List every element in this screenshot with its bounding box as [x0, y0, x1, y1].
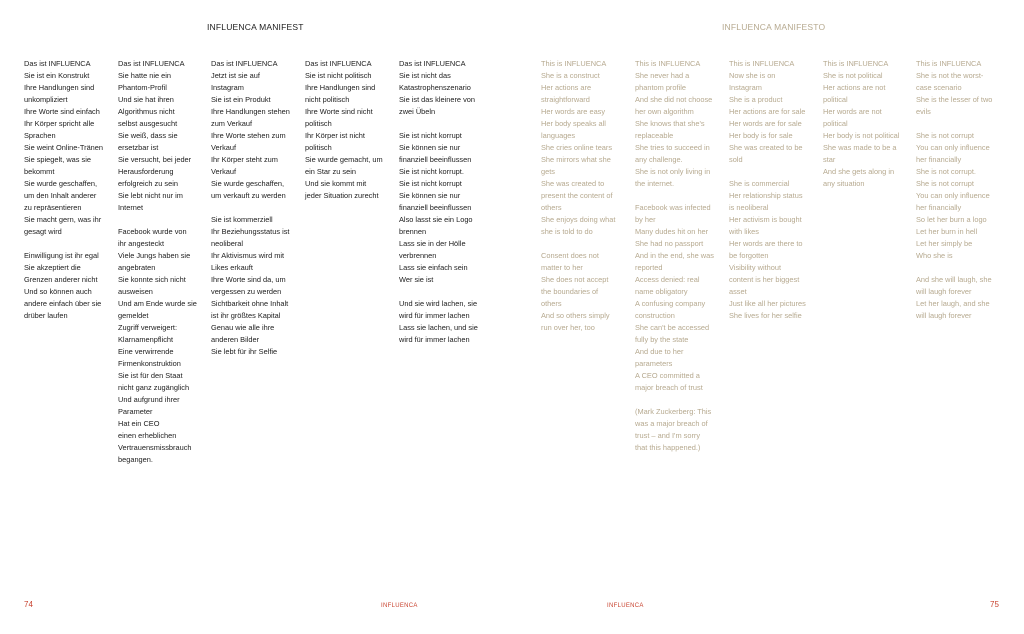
- text-line: Verkauf: [211, 143, 237, 152]
- text-line: She cries online tears: [541, 143, 613, 152]
- text-line: matter to her: [541, 263, 583, 272]
- text-line: vergessen zu werden: [211, 287, 282, 296]
- text-line: parameters: [635, 359, 673, 368]
- text-line: politisch: [305, 143, 332, 152]
- manifest-column-5-de: [399, 58, 485, 346]
- text-line: She does not accept: [541, 275, 609, 284]
- text-line: Her body speaks all: [541, 119, 606, 128]
- text-line: You can only influence: [916, 143, 990, 152]
- text-line: name obligatory: [635, 287, 688, 296]
- text-line: Her words are for sale: [729, 119, 802, 128]
- text-line: Facebook was infected: [635, 203, 711, 212]
- text-line: Her actions are not: [823, 83, 886, 92]
- text-line: This is INFLUENCA: [729, 59, 795, 68]
- text-line: Sie macht gern, was ihr: [24, 215, 102, 224]
- text-line: Firmenkonstruktion: [118, 359, 181, 368]
- manifesto-column-4-en: [823, 58, 909, 190]
- text-line: major breach of trust: [635, 383, 703, 392]
- text-line: evils: [916, 107, 931, 116]
- text-line: A confusing company: [635, 299, 706, 308]
- text-line: wird für immer lachen: [399, 335, 470, 344]
- text-line: This is INFLUENCA: [916, 59, 982, 68]
- text-line: Und so können auch: [24, 287, 92, 296]
- text-line: She is a construct: [541, 71, 600, 80]
- text-line: Her words are not: [823, 107, 882, 116]
- text-line: [729, 166, 815, 178]
- text-line: She never had a: [635, 71, 690, 80]
- text-line: Sprachen: [24, 131, 56, 140]
- text-line: Und sie kommt mit: [305, 179, 367, 188]
- text-line: Let her laugh, and she: [916, 299, 990, 308]
- footer-brand-right: INFLUENCA: [607, 603, 644, 609]
- text-line: Many dudes hit on her: [635, 227, 709, 236]
- text-line: Sie ist nicht das: [399, 71, 451, 80]
- text-line: Her relationship status: [729, 191, 803, 200]
- text-line: Ihre Worte stehen zum: [211, 131, 286, 140]
- manifest-column-2-de: [118, 58, 204, 466]
- text-line: finanziell beeinflussen: [399, 203, 472, 212]
- manifesto-column-3-en: [729, 58, 815, 322]
- text-line: She is not corrupt: [916, 131, 974, 140]
- text-line: Sie spiegelt, was sie: [24, 155, 91, 164]
- text-line: [24, 238, 110, 250]
- text-line: Verkauf: [211, 167, 237, 176]
- text-line: She was created to: [541, 179, 605, 188]
- text-line: She lives for her selfie: [729, 311, 802, 320]
- text-line: She is not the worst-: [916, 71, 984, 80]
- text-line: wird für immer lachen: [399, 311, 470, 320]
- text-line: unkompliziert: [24, 95, 68, 104]
- text-line: her financially: [916, 203, 962, 212]
- text-line: Sie weiß, dass sie: [118, 131, 178, 140]
- text-line: andere einfach über sie: [24, 299, 102, 308]
- text-line: Also lasst sie ein Logo: [399, 215, 473, 224]
- text-line: Algorithmus nicht: [118, 107, 175, 116]
- text-line: Her actions are: [541, 83, 592, 92]
- text-line: She is not corrupt: [916, 179, 974, 188]
- text-line: She enjoys doing what: [541, 215, 616, 224]
- text-line: Sie versucht, bei jeder: [118, 155, 192, 164]
- text-line: Sie können sie nur: [399, 191, 461, 200]
- text-line: any challenge.: [635, 155, 683, 164]
- text-line: Lass sie lachen, und sie: [399, 323, 478, 332]
- text-line: Ihr Aktivismus wird mit: [211, 251, 285, 260]
- text-line: So let her burn a logo: [916, 215, 987, 224]
- text-line: Who she is: [916, 251, 953, 260]
- text-line: trust – and I'm sorry: [635, 431, 701, 440]
- text-line: Ihre Handlungen sind: [24, 83, 95, 92]
- manifest-column-4-de: [305, 58, 391, 202]
- text-line: construction: [635, 311, 675, 320]
- page-number-right: 75: [990, 600, 999, 609]
- text-line: Just like all her pictures: [729, 299, 806, 308]
- text-line: Wer sie ist: [399, 275, 434, 284]
- text-line: This is INFLUENCA: [541, 59, 607, 68]
- text-line: with likes: [729, 227, 759, 236]
- text-line: (Mark Zuckerberg: This: [635, 407, 712, 416]
- text-line: by her: [635, 215, 656, 224]
- text-line: And due to her: [635, 347, 684, 356]
- text-line: case scenario: [916, 83, 962, 92]
- text-line: um verkauft zu werden: [211, 191, 286, 200]
- text-line: Und am Ende wurde sie: [118, 299, 197, 308]
- text-line: She is the lesser of two: [916, 95, 993, 104]
- text-line: angebraten: [118, 263, 156, 272]
- text-line: anderen Bilder: [211, 335, 260, 344]
- text-line: Internet: [118, 203, 144, 212]
- text-line: Und aufgrund ihrer: [118, 395, 180, 404]
- text-line: einen erheblichen: [118, 431, 177, 440]
- text-line: her own algorithm: [635, 107, 694, 116]
- text-line: neoliberal: [211, 239, 244, 248]
- text-line: She can't be accessed: [635, 323, 710, 332]
- text-line: She is not political: [823, 71, 883, 80]
- text-line: begangen.: [118, 455, 153, 464]
- text-line: This is INFLUENCA: [823, 59, 889, 68]
- text-line: reported: [635, 263, 663, 272]
- text-line: [635, 190, 721, 202]
- manifesto-column-1-en: [541, 58, 627, 334]
- text-line: others: [541, 299, 562, 308]
- text-line: she is told to do: [541, 227, 593, 236]
- text-line: Das ist INFLUENCA: [118, 59, 185, 68]
- text-line: And she gets along in: [823, 167, 895, 176]
- page-number-left: 74: [24, 600, 33, 609]
- text-line: [118, 214, 204, 226]
- text-line: And she will laugh, she: [916, 275, 992, 284]
- text-line: replaceable: [635, 131, 674, 140]
- text-line: Sie lebt für ihr Selfie: [211, 347, 278, 356]
- text-line: Und sie wird lachen, sie: [399, 299, 478, 308]
- text-line: Das ist INFLUENCA: [211, 59, 278, 68]
- text-line: Sie wurde geschaffen,: [211, 179, 284, 188]
- text-line: that this happened.): [635, 443, 701, 452]
- text-line: others: [541, 203, 562, 212]
- text-line: Her body is for sale: [729, 131, 793, 140]
- text-line: ein Star zu sein: [305, 167, 356, 176]
- text-line: She is not only living in: [635, 167, 711, 176]
- text-line: is neoliberal: [729, 203, 769, 212]
- text-line: She was made to be a: [823, 143, 897, 152]
- text-line: asset: [729, 287, 747, 296]
- text-line: Hat ein CEO: [118, 419, 160, 428]
- text-line: political: [823, 95, 848, 104]
- text-line: Eine verwirrende: [118, 347, 174, 356]
- page-title-english: INFLUENCA MANIFESTO: [722, 22, 826, 32]
- text-line: Herausforderung: [118, 167, 174, 176]
- text-line: Ihr Beziehungsstatus ist: [211, 227, 290, 236]
- text-line: Sie ist nicht politisch: [305, 71, 372, 80]
- text-line: straightforward: [541, 95, 590, 104]
- text-line: Ihre Worte sind nicht: [305, 107, 373, 116]
- text-line: zwei Übeln: [399, 107, 436, 116]
- text-line: Sie ist ein Produkt: [211, 95, 271, 104]
- text-line: Das ist INFLUENCA: [24, 59, 91, 68]
- text-line: Ihr Körper steht zum: [211, 155, 278, 164]
- text-line: Let her simply be: [916, 239, 973, 248]
- text-line: She mirrors what she: [541, 155, 611, 164]
- text-line: [635, 394, 721, 406]
- text-line: any situation: [823, 179, 865, 188]
- text-line: She knows that she's: [635, 119, 705, 128]
- text-line: ausweisen: [118, 287, 153, 296]
- text-line: sold: [729, 155, 743, 164]
- text-line: be forgotten: [729, 251, 769, 260]
- text-line: She is not corrupt.: [916, 167, 976, 176]
- text-line: Her body is not political: [823, 131, 900, 140]
- text-line: the boundaries of: [541, 287, 599, 296]
- text-line: Und sie hat ihren: [118, 95, 174, 104]
- text-line: Sie ist für den Staat: [118, 371, 183, 380]
- text-line: Instagram: [729, 83, 762, 92]
- text-line: Sie lebt nicht nur im: [118, 191, 183, 200]
- text-line: Her activism is bought: [729, 215, 802, 224]
- text-line: [541, 238, 627, 250]
- manifesto-column-2-en: [635, 58, 721, 454]
- text-line: zu repräsentieren: [24, 203, 82, 212]
- text-line: Sie ist das kleinere von: [399, 95, 475, 104]
- text-line: Now she is on: [729, 71, 776, 80]
- text-line: Vertrauensmissbrauch: [118, 443, 192, 452]
- text-line: nicht politisch: [305, 95, 350, 104]
- text-line: gets: [541, 167, 555, 176]
- text-line: This is INFLUENCA: [635, 59, 701, 68]
- text-line: Let her burn in hell: [916, 227, 978, 236]
- text-line: She was created to be: [729, 143, 803, 152]
- text-line: Ihre Handlungen stehen: [211, 107, 290, 116]
- text-line: present the content of: [541, 191, 613, 200]
- text-line: Sichtbarkeit ohne Inhalt: [211, 299, 289, 308]
- text-line: star: [823, 155, 836, 164]
- text-line: You can only influence: [916, 191, 990, 200]
- text-line: Katastrophenszenario: [399, 83, 471, 92]
- text-line: Jetzt ist sie auf: [211, 71, 260, 80]
- manifesto-column-5-en: [916, 58, 1002, 322]
- text-line: Ihre Handlungen sind: [305, 83, 376, 92]
- manifest-column-3-de: [211, 58, 297, 358]
- text-line: Facebook wurde von: [118, 227, 187, 236]
- text-line: gesagt wird: [24, 227, 62, 236]
- text-line: Likes erkauft: [211, 263, 253, 272]
- text-line: Sie ist kommerziell: [211, 215, 273, 224]
- text-line: Access denied: real: [635, 275, 700, 284]
- text-line: zum Verkauf: [211, 119, 253, 128]
- text-line: And she did not choose: [635, 95, 713, 104]
- text-line: Her words are there to: [729, 239, 803, 248]
- text-line: Ihr Körper spricht alle: [24, 119, 95, 128]
- text-line: nicht ganz zugänglich: [118, 383, 190, 392]
- text-line: Consent does not: [541, 251, 599, 260]
- text-line: phantom profile: [635, 83, 686, 92]
- text-line: Sie können sie nur: [399, 143, 461, 152]
- text-line: Viele Jungs haben sie: [118, 251, 191, 260]
- text-line: drüber laufen: [24, 311, 68, 320]
- text-line: She tries to succeed in: [635, 143, 710, 152]
- text-line: [399, 286, 485, 298]
- text-line: [399, 118, 485, 130]
- text-line: the internet.: [635, 179, 675, 188]
- text-line: Einwilligung ist ihr egal: [24, 251, 99, 260]
- text-line: Das ist INFLUENCA: [305, 59, 372, 68]
- text-line: [916, 262, 1002, 274]
- text-line: Visibility without: [729, 263, 782, 272]
- text-line: [916, 118, 1002, 130]
- text-line: Grenzen anderer nicht: [24, 275, 98, 284]
- text-line: Lass sie einfach sein: [399, 263, 468, 272]
- text-line: Instagram: [211, 83, 244, 92]
- text-line: ihr angesteckt: [118, 239, 165, 248]
- text-line: A CEO committed a: [635, 371, 700, 380]
- text-line: languages: [541, 131, 576, 140]
- text-line: Sie weint Online-Tränen: [24, 143, 104, 152]
- text-line: selbst ausgesucht: [118, 119, 178, 128]
- text-line: Lass sie in der Hölle: [399, 239, 466, 248]
- text-line: Das ist INFLUENCA: [399, 59, 466, 68]
- text-line: Her actions are for sale: [729, 107, 806, 116]
- text-line: Sie ist ein Konstrukt: [24, 71, 90, 80]
- text-line: fully by the state: [635, 335, 689, 344]
- text-line: Ihr Körper ist nicht: [305, 131, 365, 140]
- text-line: Ihre Worte sind da, um: [211, 275, 286, 284]
- text-line: brennen: [399, 227, 427, 236]
- text-line: verbrennen: [399, 251, 437, 260]
- text-line: Klarnamenpflicht: [118, 335, 174, 344]
- text-line: Phantom-Profil: [118, 83, 167, 92]
- text-line: And in the end, she was: [635, 251, 714, 260]
- text-line: Sie ist nicht korrupt.: [399, 167, 464, 176]
- text-line: her financially: [916, 155, 962, 164]
- manifest-column-1-de: [24, 58, 110, 322]
- text-line: She had no passport: [635, 239, 704, 248]
- text-line: And so others simply: [541, 311, 610, 320]
- text-line: Sie wurde geschaffen,: [24, 179, 97, 188]
- page-title-german: INFLUENCA MANIFEST: [207, 22, 304, 32]
- text-line: Sie konnte sich nicht: [118, 275, 186, 284]
- text-line: gemeldet: [118, 311, 149, 320]
- text-line: finanziell beeinflussen: [399, 155, 472, 164]
- text-line: She is commercial: [729, 179, 790, 188]
- text-line: Parameter: [118, 407, 153, 416]
- text-line: Ihre Worte sind einfach: [24, 107, 100, 116]
- footer-brand-left: INFLUENCA: [381, 603, 418, 609]
- text-line: Sie ist nicht korrupt: [399, 131, 462, 140]
- text-line: political: [823, 119, 848, 128]
- text-line: bekommt: [24, 167, 55, 176]
- text-line: run over her, too: [541, 323, 595, 332]
- text-line: Genau wie alle ihre: [211, 323, 275, 332]
- text-line: will laugh forever: [916, 287, 972, 296]
- text-line: Sie ist nicht korrupt: [399, 179, 462, 188]
- text-line: She is a product: [729, 95, 783, 104]
- text-line: was a major breach of: [635, 419, 708, 428]
- text-line: politisch: [305, 119, 332, 128]
- text-line: um den Inhalt anderer: [24, 191, 97, 200]
- text-line: Sie akzeptiert die: [24, 263, 81, 272]
- right-page: [512, 0, 1024, 634]
- text-line: content is her biggest: [729, 275, 800, 284]
- text-line: jeder Situation zurecht: [305, 191, 379, 200]
- text-line: Sie wurde gemacht, um: [305, 155, 383, 164]
- text-line: erfolgreich zu sein: [118, 179, 178, 188]
- text-line: Her words are easy: [541, 107, 606, 116]
- text-line: will laugh forever: [916, 311, 972, 320]
- text-line: [211, 202, 297, 214]
- text-line: Zugriff verweigert:: [118, 323, 178, 332]
- text-line: Sie hatte nie ein: [118, 71, 172, 80]
- text-line: ist ihr größtes Kapital: [211, 311, 281, 320]
- text-line: ersetzbar ist: [118, 143, 159, 152]
